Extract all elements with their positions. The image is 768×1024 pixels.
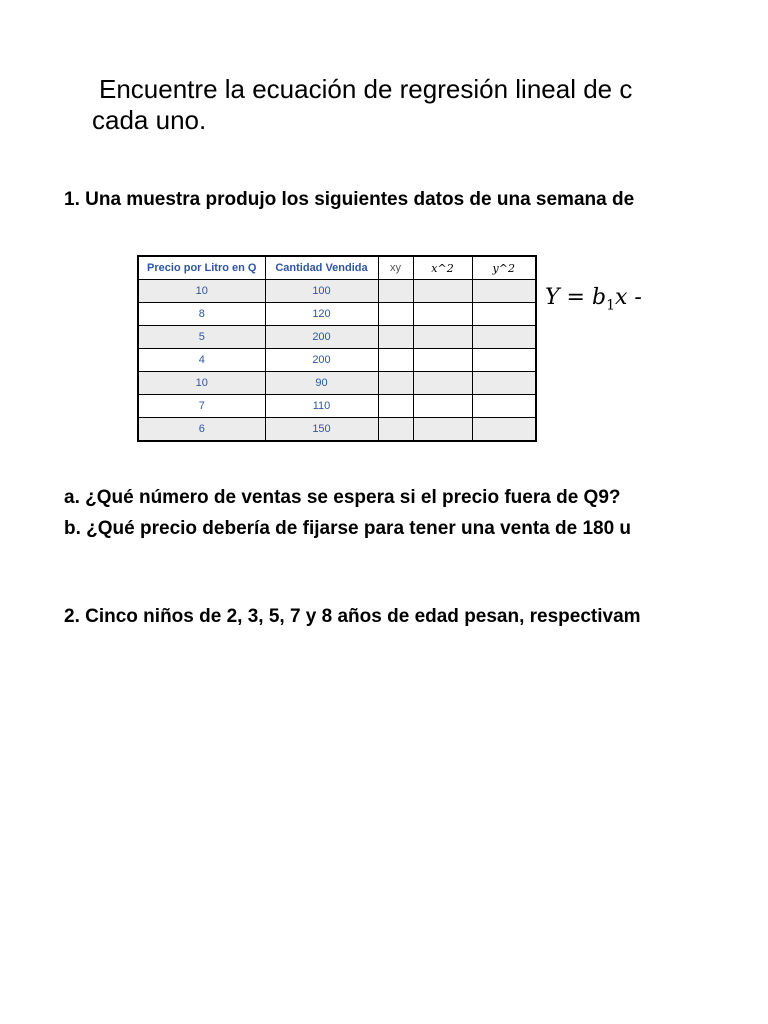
cell-y-squared xyxy=(472,326,536,349)
question-part-a: a. ¿Qué número de ventas se espera si el precio fuera de Q9? xyxy=(64,487,621,508)
heading-line-1: Encuentre la ecuación de regresión lineal de c xyxy=(99,74,633,104)
question-2-text: 2. Cinco niños de 2, 3, 5, 7 y 8 años de edad pesan, respectivam xyxy=(64,606,641,627)
cell-xy xyxy=(378,372,413,395)
question-1-text: 1. Una muestra produjo los siguientes datos de una semana de xyxy=(64,189,635,210)
table-row xyxy=(138,349,536,372)
header-y-squared: y^2 xyxy=(472,256,536,280)
table-row xyxy=(138,326,536,349)
cell-x-squared xyxy=(413,372,472,395)
header-quantity: Cantidad Vendida xyxy=(265,256,378,280)
table-row xyxy=(138,418,536,442)
table-row xyxy=(138,395,536,418)
table-row xyxy=(138,280,536,303)
cell-quantity: 110 xyxy=(265,395,378,418)
cell-xy xyxy=(378,280,413,303)
cell-y-squared xyxy=(472,303,536,326)
cell-quantity: 150 xyxy=(265,418,378,442)
cell-xy xyxy=(378,349,413,372)
cell-xy xyxy=(378,418,413,442)
cell-quantity: 120 xyxy=(265,303,378,326)
regression-formula xyxy=(545,285,642,313)
cell-quantity: 200 xyxy=(265,326,378,349)
data-table xyxy=(137,255,537,442)
page-heading xyxy=(92,74,632,136)
cell-price: 6 xyxy=(138,418,265,442)
formula-y: Y xyxy=(545,285,560,310)
cell-price: 4 xyxy=(138,349,265,372)
cell-y-squared xyxy=(472,372,536,395)
cell-y-squared xyxy=(472,349,536,372)
cell-x-squared xyxy=(413,303,472,326)
formula-subscript: 1 xyxy=(606,297,615,314)
cell-quantity: 200 xyxy=(265,349,378,372)
question-part-b: b. ¿Qué precio debería de fijarse para tener una venta de 180 u xyxy=(64,518,632,539)
formula-equals: = xyxy=(566,285,585,310)
cell-price: 8 xyxy=(138,303,265,326)
cell-x-squared xyxy=(413,280,472,303)
heading-line-2: cada uno. xyxy=(92,105,207,135)
cell-xy xyxy=(378,303,413,326)
formula-x: x xyxy=(614,285,628,310)
table-row xyxy=(138,303,536,326)
table-row xyxy=(138,372,536,395)
cell-quantity: 90 xyxy=(265,372,378,395)
cell-y-squared xyxy=(472,418,536,442)
cell-y-squared xyxy=(472,280,536,303)
cell-price: 7 xyxy=(138,395,265,418)
cell-xy xyxy=(378,326,413,349)
cell-y-squared xyxy=(472,395,536,418)
cell-xy xyxy=(378,395,413,418)
header-xy: xy xyxy=(378,256,413,280)
cell-quantity: 100 xyxy=(265,280,378,303)
cell-x-squared xyxy=(413,418,472,442)
cell-x-squared xyxy=(413,395,472,418)
cell-price: 10 xyxy=(138,372,265,395)
cell-x-squared xyxy=(413,349,472,372)
formula-tail: - xyxy=(634,285,642,310)
cell-x-squared xyxy=(413,326,472,349)
table-header-row xyxy=(138,256,536,280)
header-x-squared: x^2 xyxy=(413,256,472,280)
cell-price: 5 xyxy=(138,326,265,349)
cell-price: 10 xyxy=(138,280,265,303)
header-price: Precio por Litro en Q xyxy=(138,256,265,280)
formula-b: b xyxy=(591,285,607,310)
